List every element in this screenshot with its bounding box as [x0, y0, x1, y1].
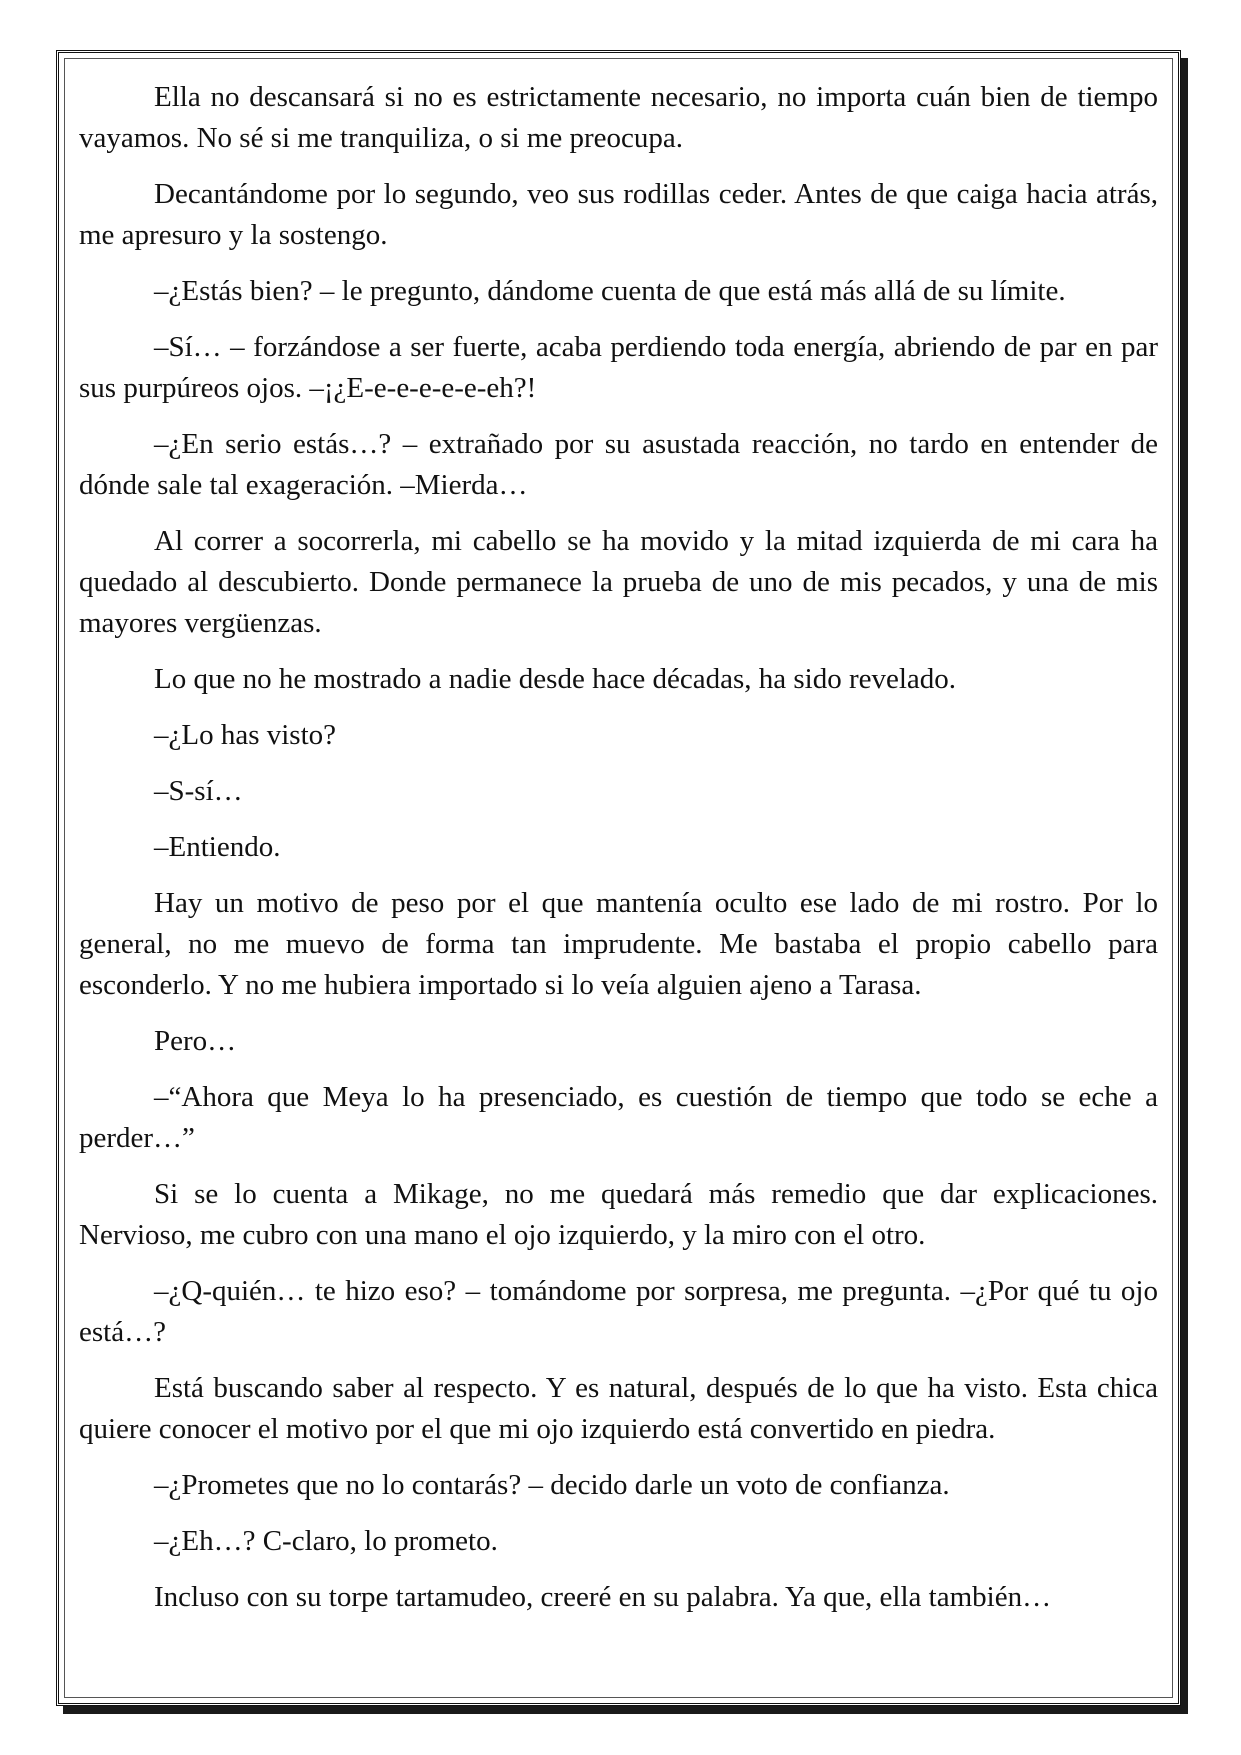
paragraph: Al correr a socorrerla, mi cabello se ha movido y la mitad izquierda de mi cara ha quedado al descubierto. Donde permanece la prueba de uno de mis pecados, y una de mis mayores vergüenzas.	[79, 525, 1158, 639]
paragraph: Ella no descansará si no es estrictamente necesario, no importa cuán bien de tiempo vayamos. No sé si me tranquiliza, o si me preocupa.	[79, 81, 1158, 154]
dialogue-line: –S-sí…	[154, 775, 243, 807]
paragraph: Lo que no he mostrado a nadie desde hace décadas, ha sido revelado.	[154, 663, 957, 695]
paragraph: Hay un motivo de peso por el que mantenía oculto ese lado de mi rostro. Por lo general, no me muevo de forma tan imprudente. Me bastaba el propio cabello para esconderlo. Y no me hubiera importado si lo veía alguien ajeno a Tarasa.	[79, 887, 1158, 1001]
paragraph: Si se lo cuenta a Mikage, no me quedará más remedio que dar explicaciones. Nervioso, me cubro con una mano el ojo izquierdo, y la miro con el otro.	[79, 1178, 1158, 1251]
dialogue-line: –¿Lo has visto?	[154, 719, 337, 751]
page-frame	[56, 50, 1181, 1706]
dialogue-line: –Sí… – forzándose a ser fuerte, acaba perdiendo toda energía, abriendo de par en par sus purpúreos ojos. –¡¿E-e-e-e-e-e-eh?!	[79, 331, 1158, 404]
dialogue-line: –Entiendo.	[154, 831, 281, 863]
dialogue-line: –“Ahora que Meya lo ha presenciado, es cuestión de tiempo que todo se eche a perder…”	[79, 1081, 1158, 1154]
paragraph: Está buscando saber al respecto. Y es natural, después de lo que ha visto. Esta chica quiere conocer el motivo por el que mi ojo izquierdo está convertido en piedra.	[79, 1372, 1158, 1445]
paragraph: Pero…	[154, 1025, 237, 1057]
paragraph: Decantándome por lo segundo, veo sus rodillas ceder. Antes de que caiga hacia atrás, me apresuro y la sostengo.	[79, 178, 1158, 251]
dialogue-line: –¿Q-quién… te hizo eso? – tomándome por sorpresa, me pregunta. –¿Por qué tu ojo está…?	[79, 1275, 1158, 1348]
dialogue-line: –¿Estás bien? – le pregunto, dándome cuenta de que está más allá de su límite.	[154, 275, 1066, 307]
dialogue-line: –¿En serio estás…? – extrañado por su asustada reacción, no tardo en entender de dónde sale tal exageración. –Mierda…	[79, 428, 1158, 501]
page-body	[79, 77, 1158, 1633]
dialogue-line: –¿Eh…? C-claro, lo prometo.	[154, 1525, 498, 1557]
dialogue-line: –¿Prometes que no lo contarás? – decido darle un voto de confianza.	[154, 1469, 950, 1501]
paragraph: Incluso con su torpe tartamudeo, creeré en su palabra. Ya que, ella también…	[154, 1581, 1052, 1613]
